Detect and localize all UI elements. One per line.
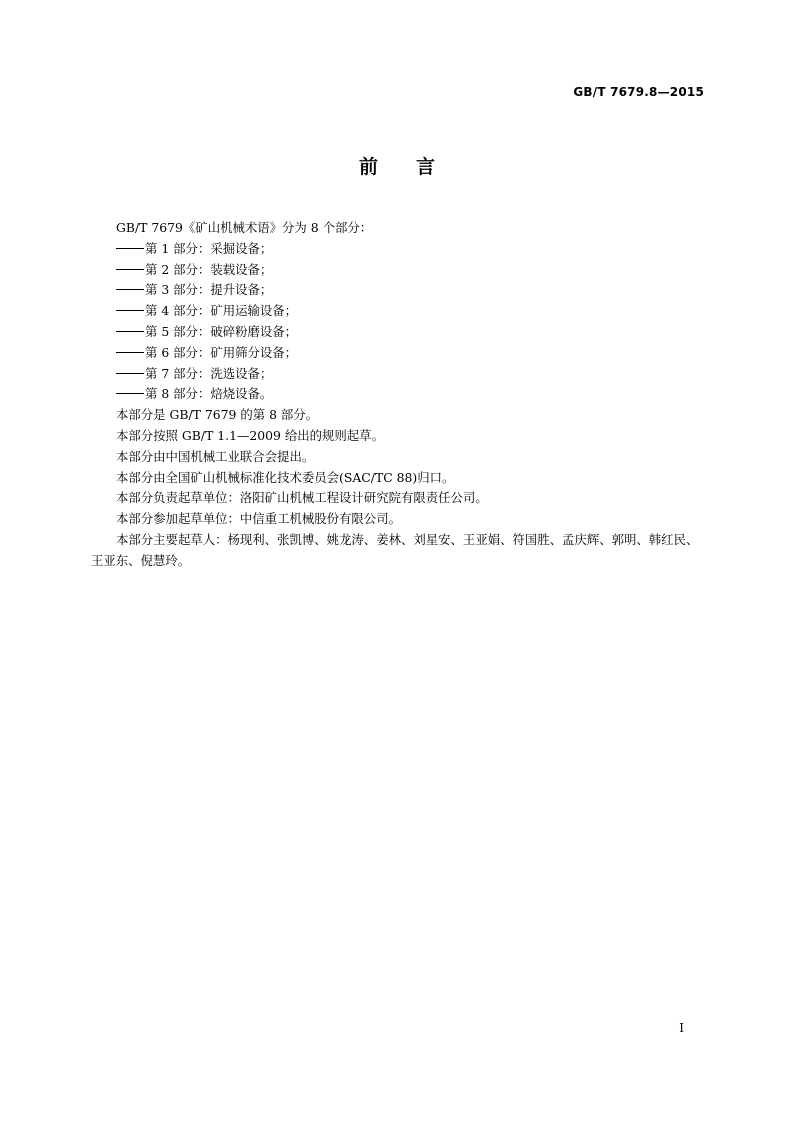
part-list-text: 第 4 部分：矿用运输设备；: [145, 303, 298, 319]
page-title-part-1: 前: [358, 156, 378, 178]
part-list-item: [91, 384, 705, 405]
em-dash-mark: [116, 373, 144, 374]
part-list-text: 第 5 部分：破碎粉磨设备；: [145, 323, 298, 339]
part-list-text: 第 3 部分：提升设备；: [145, 282, 273, 298]
em-dash-mark: [116, 269, 144, 270]
part-list-text: 第 6 部分：矿用筛分设备；: [145, 344, 298, 360]
part-list-text: 第 2 部分：装载设备；: [145, 261, 273, 277]
part-list-text: 第 7 部分：洗选设备；: [145, 365, 273, 381]
em-dash-mark: [116, 352, 144, 353]
foreword-body: [91, 218, 705, 572]
part-list-item: [91, 343, 705, 364]
part-list-text: 第 1 部分：采掘设备；: [145, 240, 273, 256]
paragraph-drafting-rules: 本部分按照 GB/T 1.1—2009 给出的规则起草。: [116, 427, 384, 443]
part-list-item: [91, 301, 705, 322]
paragraph-part-number: 本部分是 GB/T 7679 的第 8 部分。: [116, 407, 319, 423]
paragraph-committee: 本部分由全国矿山机械标准化技术委员会(SAC/TC 88)归口。: [116, 469, 455, 485]
part-list-item: [91, 322, 705, 343]
part-list-item: [91, 280, 705, 301]
part-list-item: [91, 239, 705, 260]
em-dash-mark: [116, 393, 144, 394]
em-dash-mark: [116, 248, 144, 249]
page-title-part-2: 言: [416, 156, 436, 178]
part-list-item: [91, 364, 705, 385]
paragraph-main-drafters: 本部分主要起草人：杨现利、张凯博、姚龙涛、姜林、刘星安、王亚娟、符国胜、孟庆辉、郭明、韩红民、王亚东、倪慧玲。: [91, 531, 699, 568]
em-dash-mark: [116, 331, 144, 332]
page-number: I: [679, 1021, 684, 1035]
paragraph-lead-drafter: 本部分负责起草单位：洛阳矿山机械工程设计研究院有限责任公司。: [116, 490, 488, 506]
part-list-item: [91, 260, 705, 281]
intro-paragraph: GB/T 7679《矿山机械术语》分为 8 个部分：: [116, 220, 373, 235]
paragraph-participating-drafter: 本部分参加起草单位：中信重工机械股份有限公司。: [116, 511, 401, 527]
part-list-text: 第 8 部分：焙烧设备。: [145, 386, 273, 402]
paragraph-proposer: 本部分由中国机械工业联合会提出。: [116, 448, 315, 464]
page-title: [0, 152, 794, 179]
standard-code: GB/T 7679.8—2015: [573, 85, 704, 99]
em-dash-mark: [116, 310, 144, 311]
em-dash-mark: [116, 289, 144, 290]
